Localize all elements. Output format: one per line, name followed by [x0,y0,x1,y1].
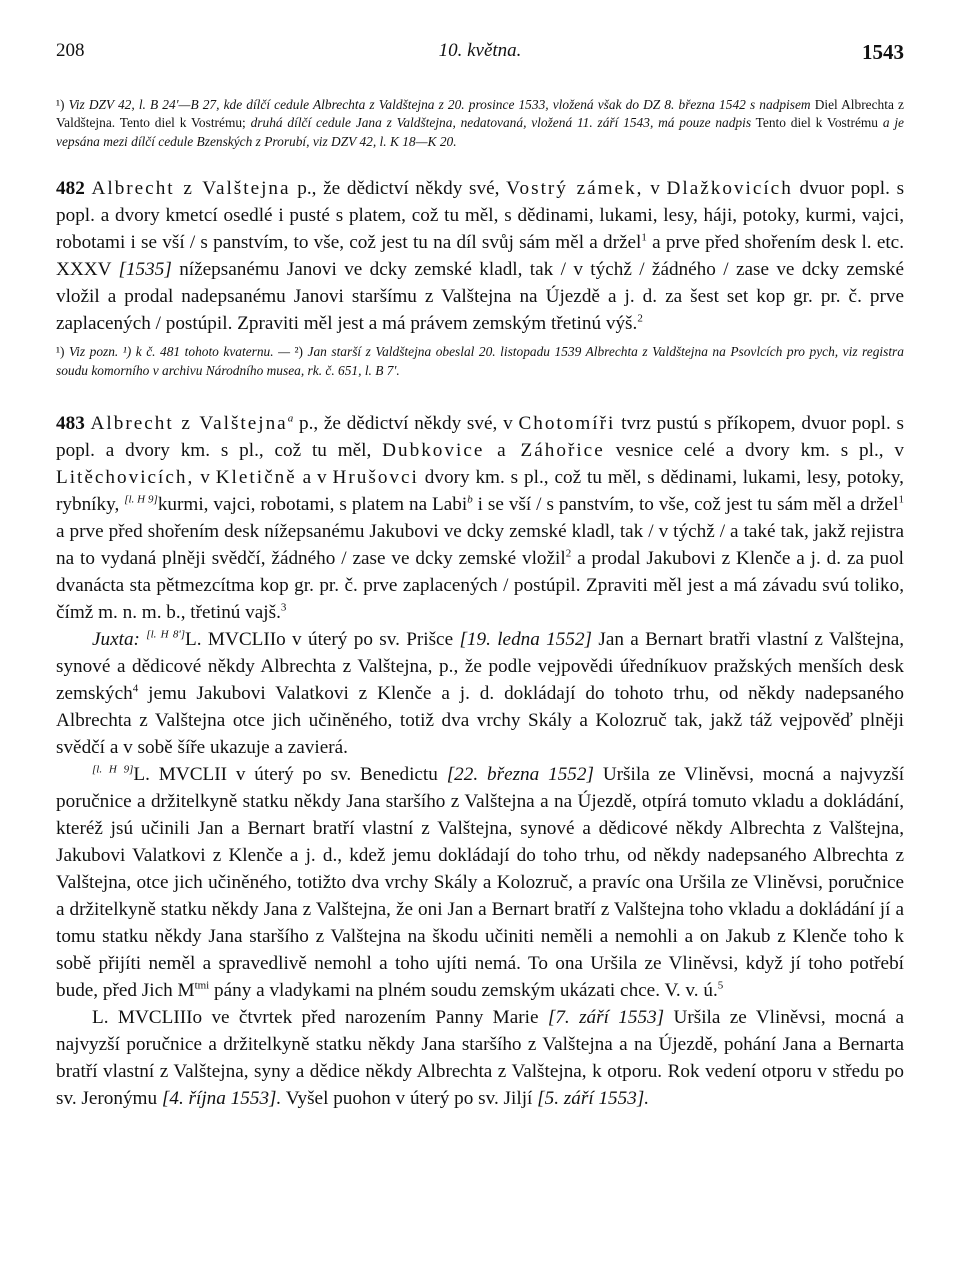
footnote-text: a je vepsána mezi dílčí cedule Bzenských z Prorubí, viz DZV 42, l. K 18—K 20. [56,115,905,149]
place-name: Hrušovci [332,467,419,489]
page-year: 1543 [862,40,904,64]
entry-text: dvory km. s pl., což tu měl, s dědinami, lukami, lesy, potoky, rybníky, [56,467,904,516]
footnote-text: druhá dílčí cedule Jana z Valdštejna, nedatovaná, vložená 11. září 1543, má pouze nadpis [250,115,752,131]
folio-ref: [l. H 8'] [146,628,186,641]
entry-text: Uršila ze Vliněvsi, mocná a najvyzší poručnice a držitelkyně statku někdy Jana staršího z Valštejna a na Újezdě, pohání Jana a Bernarta bratří vlastní z Valštejna, syny a dědice někdy Albrechta z Valštejna, k otporu. Rok vedení otporu v středu po sv. Jeronýmu [56,1007,905,1110]
place-name: Litěchovicích, [56,467,195,489]
date-note: [4. října 1553]. [161,1088,282,1110]
person-name: Albrecht z Valštejna [90,413,288,435]
person-name: Albrecht z Valštejna [91,178,291,200]
entry-483 [56,410,904,626]
entry-text: dvuor popl. s popl. a dvory kmetcí osedlé i pusté s platem, což tu měl, s dědinami, lukami, lesy, háji, potoky, kurmi, vajci, robotami i se vší / s panstvím, to vše, což jest tu na díl svůj sám měl a držel [56,178,905,254]
date-note: [22. března 1552] [446,764,594,786]
date-text: L. MVCLII v úterý po sv. Benedictu [133,764,438,786]
entry-text: kurmi, vajci, robotami, s platem na Labi [157,494,468,516]
entry-text: Vyšel puohon v úterý po sv. Jiljí [285,1088,533,1110]
footnote-text: Diel Albrechta z Valdštejna. Tento diel k Vostrému; [56,97,904,131]
entry-text: v [200,467,210,489]
footnote-mark: ²) [294,344,304,360]
summons-paragraph [56,1004,904,1112]
date-text: L. MVCLIIo v úterý po sv. Prišce [185,629,454,651]
superscript: tmi [194,979,210,992]
running-title: 10. května. [438,40,522,61]
footnote-text: Tento diel k Vostrému [755,115,878,131]
footnote-mark: ¹) [56,344,65,360]
entry-text: i se vší / s panstvím, to vše, což jest tu sám měl a držel [477,494,899,516]
entry-text: a prve před shořením desk nížepsanému Jakubovi ve dcky zemské kladl, tak / v týchž / a také tak, jakž rejistra na to vydaná plněji svědčí, žádného / zase ve dcky zemské vložil [56,521,904,570]
footnote-text: Viz pozn. ¹) k č. 481 tohoto kvaternu. — [69,344,291,360]
entry-text: Jan a Bernart bratři vlastní z Valštejna, synové a dědicové někdy Albrechta z Valštejna, p., že podle vejpovědi úředníkuov pražských menších desk zemských [56,629,905,705]
footnote-ref: 3 [280,601,287,614]
entry-text: p., že dědictví někdy své, [297,178,500,200]
place-name: Dlažkovicích [666,178,793,200]
place-name: Chotomíři [518,413,616,435]
juxta-label: Juxta: [92,629,140,651]
page [56,36,904,1112]
entry-text: tvrz pustú s příkopem, dvuor popl. s popl. a dvory km. s pl., což tu měl, [56,413,905,462]
textual-note-ref: b [467,493,473,506]
footnote-mark: ¹) [56,97,65,112]
entry-text: vesnice celé a dvory km. s pl., v [615,440,905,462]
entry-text: a v [302,467,327,489]
entry-number: 482 [56,178,85,200]
entry-text: nížepsanému Janovi ve dcky zemské kladl, tak / v týchž / žádného / zase ve dcky zemské vložil a prodal nadepsanému Janovi staršímu z Valštejna na Újezdě a j. d. za šest set kop gr. pr. č. prve zaplacených / postúpil. Zpraviti měl jest a má právem zemským třetinú výš. [56,259,905,335]
date-text: L. MVCLIIIo ve čtvrtek před narozením Panny Marie [92,1007,539,1029]
page-number: 208 [56,40,85,61]
folio-ref: [l. H 9] [124,493,158,506]
entry-text: jemu Jakubovi Valatkovi z Klenče a j. d. dokládají do tohoto trhu, od někdy nadepsaného Albrechta z Valštejna otce jich učiněného, totiž dva vrchy Skály a Kolozruč tak, jakž táž vejpověď plněji svědčí a v sobě šíře ukazuje a zavierá. [56,683,904,759]
textual-note-ref: a [287,412,294,425]
footnote-482 [56,343,904,380]
date-note: [7. září 1553] [547,1007,665,1029]
date-note: [5. září 1553]. [537,1088,650,1110]
footnote-ref: 1 [641,231,647,244]
entry-text: p., že dědictví někdy své, v [298,413,513,435]
entry-text: Uršila ze Vliněvsi, mocná a najvyzší poručnice a držitelkyně statku někdy Jana staršího z Valštejna a na Újezdě, otpírá tomuto vkladu a dokládání, kteréž jsú učinili Jan a Bernart bratří vlastní z Valštejna, synové a dědicové někdy Albrechta z Valštejna, Jakubovi Valatkovi z Klenče a j. d., kdež jemu dokládají do toho trhu, od někdy nadepsaného Albrechta z Valštejna, otce jich učiněného, totižto dva vrchy Skály a Kolozruč, a pravíc ona Uršila ze Vliněvsi, poručnice a držitelkyně statku někdy Jana z Valštejna, že oni Jan a Bernart bratří z Valštejna toho vkladu a dokládání jí a tomu statku někdy Jana staršího z Valštejna na škodu učiniti neměli a nemohli a on Jakub z Klenče toho k sobě přijíti neměl a spravedlivě nemohl a toho ujíti nemá. To ona Uršila ze Vliněvsi, když jí toho potřebí bude, před Jich M [56,764,905,1002]
entry-text: a prve před shořením desk l. etc. XXXV [56,232,904,281]
page-header [56,36,904,66]
place-name: Dubkovice a Záhořice [382,440,605,462]
date-note: [19. ledna 1552] [459,629,593,651]
footnote-ref: 4 [132,682,139,695]
footnote-ref: 1 [898,493,905,506]
entry-482 [56,175,904,337]
objection-paragraph [56,761,904,1004]
entry-text: pány a vladykami na plném soudu zemským ukázati chce. V. v. ú. [214,980,718,1002]
folio-ref: [l. H 9] [92,763,134,776]
footnote-text: Viz DZV 42, l. B 24'—B 27, kde dílčí cedule Albrechta z Valdštejna z 20. prosince 1533, vložená však do DZ 8. března 1542 s nadpisem [68,97,811,112]
entry-text: v [650,178,660,200]
footnote-top [56,96,904,151]
footnote-ref: 5 [717,979,724,992]
footnote-ref: 2 [565,547,572,560]
entry-number: 483 [56,413,85,435]
entry-text: a prodal Jakubovi z Klenče a j. d. za puol dvanácta sta pětmezcítma kop gr. pr. č. prve zaplacených / postúpil. Zpraviti měl jest a má závadu svú toliko, čímž m. n. m. b., třetinú vajš. [56,548,905,624]
footnote-ref: 2 [637,312,643,325]
place-name: Vostrý zámek, [506,178,644,200]
place-name: Kletičně [215,467,297,489]
footnote-text: Jan starší z Valdštejna obeslal 20. listopadu 1539 Albrechta z Valdštejna na Psovlcích pro pych, viz registra soudu komorního v archivu Národního musea, rk. č. 651, l. B 7'. [56,344,904,378]
date-note: [1535] [118,259,172,281]
juxta-paragraph [56,626,904,761]
